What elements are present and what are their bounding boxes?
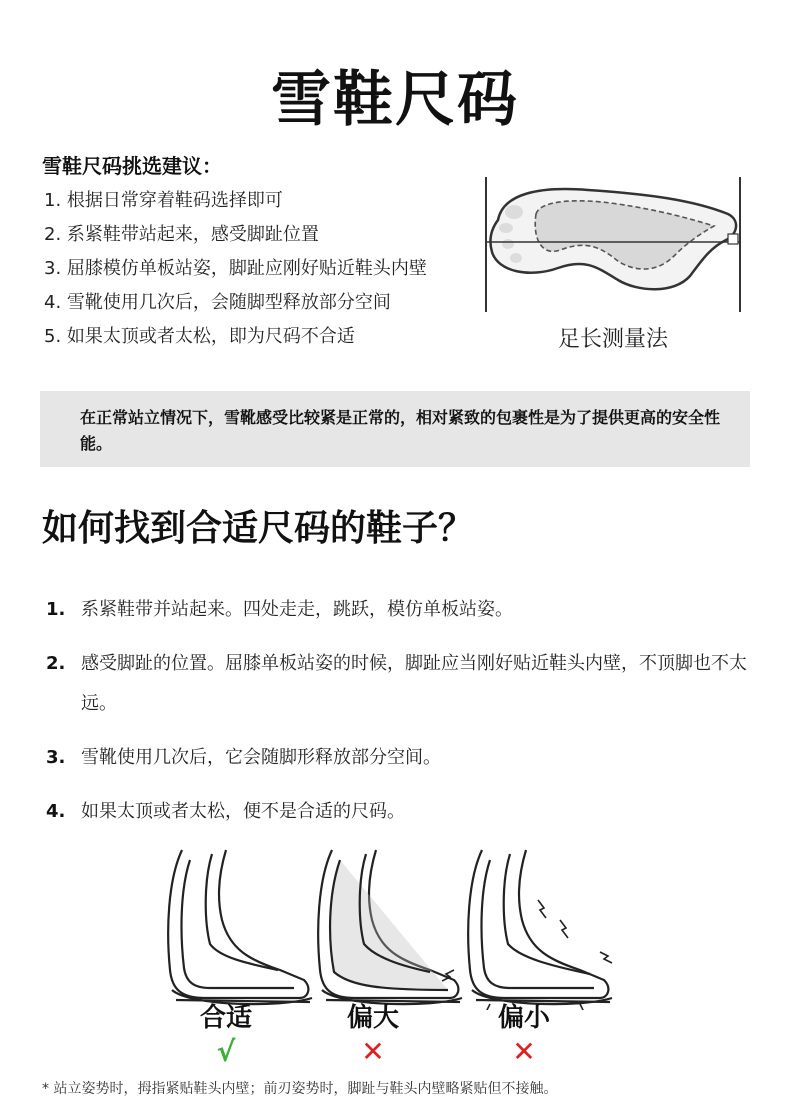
boot-fit-illustration <box>160 840 630 1010</box>
fit-label-small: 偏小 <box>497 1003 550 1033</box>
footnote: * 站立姿势时，拇指紧贴鞋头内壁；前刃姿势时，脚趾与鞋头内壁略紧贴但不接触。 <box>42 1081 558 1097</box>
howto-step-4 <box>46 792 756 832</box>
fit-example-small <box>464 1000 584 1068</box>
boot-fit-small-illustration <box>442 850 612 1010</box>
check-icon: √ <box>216 1035 236 1068</box>
page-title: 雪鞋尺码 <box>271 65 519 135</box>
boot-fit-large-illustration <box>318 850 462 1004</box>
foot-measure-diagram <box>478 172 748 317</box>
fit-label-large: 偏大 <box>346 1003 399 1033</box>
fit-example-large <box>313 1000 433 1068</box>
advice-item-3: 3. 屈膝模仿单板站姿，脚趾应刚好贴近鞋头内壁 <box>44 258 427 279</box>
advice-item-1: 1. 根据日常穿着鞋码选择即可 <box>44 190 283 211</box>
howto-heading: 如何找到合适尺码的鞋子？ <box>42 508 475 549</box>
fit-labels <box>0 1000 790 1070</box>
step-text: 感受脚趾的位置。屈膝单板站姿的时候，脚趾应当刚好贴近鞋头内壁，不顶脚也不太远。 <box>81 653 747 714</box>
advice-item-4: 4. 雪靴使用几次后，会随脚型释放部分空间 <box>44 292 391 313</box>
step-text: 雪靴使用几次后，它会随脚形释放部分空间。 <box>81 747 441 768</box>
fit-label-ok: 合适 <box>199 1003 252 1033</box>
note-box <box>40 391 750 467</box>
howto-step-3 <box>46 738 756 778</box>
step-number: 3. <box>46 747 66 768</box>
advice-item-5: 5. 如果太顶或者太松，即为尺码不合适 <box>44 326 355 347</box>
cross-icon: ✕ <box>361 1035 385 1068</box>
howto-step-1 <box>46 590 756 630</box>
step-text: 系紧鞋带并站起来。四处走走，跳跃，模仿单板站姿。 <box>81 599 513 620</box>
step-number: 1. <box>46 599 66 620</box>
foot-measure-caption: 足长测量法 <box>557 327 668 352</box>
howto-step-2 <box>46 644 756 724</box>
note-text: 在正常站立情况下，雪靴感受比较紧是正常的，相对紧致的包裹性是为了提供更高的安全性能。 <box>80 408 721 453</box>
advice-list <box>44 188 484 358</box>
fit-example-ok <box>166 1000 286 1068</box>
advice-item-2: 2. 系紧鞋带站起来，感受脚趾位置 <box>44 224 319 245</box>
advice-heading: 雪鞋尺码挑选建议： <box>42 154 222 178</box>
howto-steps <box>46 590 756 846</box>
step-text: 如果太顶或者太松，便不是合适的尺码。 <box>81 801 405 822</box>
step-number: 2. <box>46 653 66 674</box>
cross-icon: ✕ <box>512 1035 536 1068</box>
boot-fit-ok-illustration <box>168 850 312 1004</box>
step-number: 4. <box>46 801 66 822</box>
